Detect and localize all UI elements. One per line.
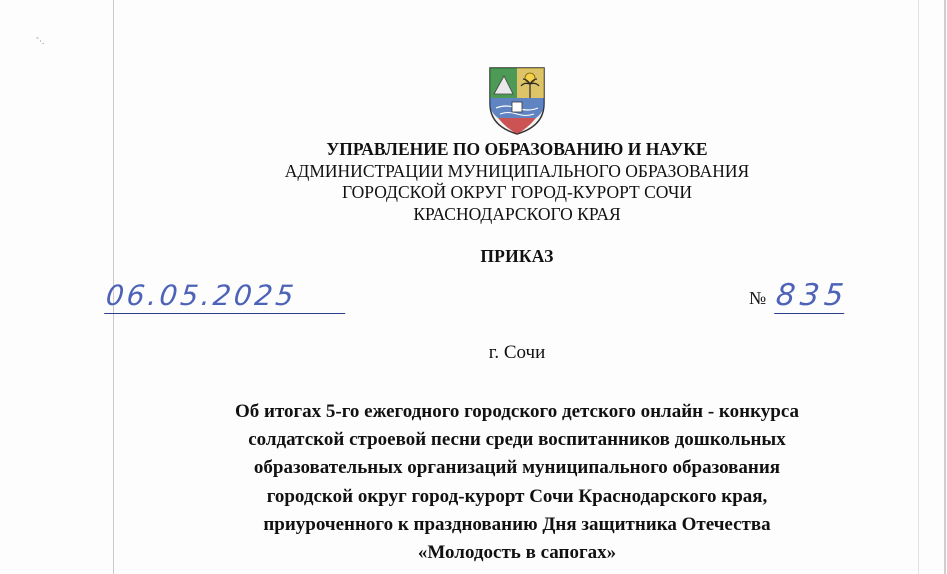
header-line-1: УПРАВЛЕНИЕ ПО ОБРАЗОВАНИЮ И НАУКЕ bbox=[326, 139, 708, 159]
handwritten-number: 835 bbox=[774, 278, 851, 313]
handwritten-date: 06.05.2025 bbox=[104, 279, 349, 314]
header-line-3: ГОРОДСКОЙ ОКРУГ ГОРОД-КУРОРТ СОЧИ bbox=[341, 182, 692, 203]
city-line: г. Сочи bbox=[488, 342, 546, 363]
page-edge-far-right bbox=[944, 0, 946, 574]
subject-line: Об итогах 5-го ежегодного городского детского онлайн - конкурса bbox=[235, 401, 799, 422]
subject-line: «Молодость в сапогах» bbox=[417, 542, 617, 564]
order-subject bbox=[130, 398, 904, 567]
page-edge-right bbox=[918, 0, 919, 574]
subject-line: приуроченного к празднованию Дня защитника Отечества bbox=[263, 513, 771, 535]
sochi-coat-of-arms-icon bbox=[486, 64, 548, 136]
document-type-title: ПРИКАЗ bbox=[480, 246, 554, 266]
subject-line: образовательных организаций муниципального образования bbox=[253, 457, 781, 479]
header-line-2: АДМИНИСТРАЦИИ МУНИЦИПАЛЬНОГО ОБРАЗОВАНИЯ bbox=[284, 160, 750, 181]
scan-speck: ˚·. bbox=[36, 36, 45, 46]
subject-line: солдатской строевой песни среди воспитанников дошкольных bbox=[248, 429, 786, 451]
subject-line: городской округ город-курорт Сочи Краснодарского края, bbox=[266, 485, 768, 507]
issuer-header bbox=[230, 139, 804, 225]
header-line-4: КРАСНОДАРСКОГО КРАЯ bbox=[413, 203, 621, 224]
number-sign: № bbox=[749, 288, 767, 308]
